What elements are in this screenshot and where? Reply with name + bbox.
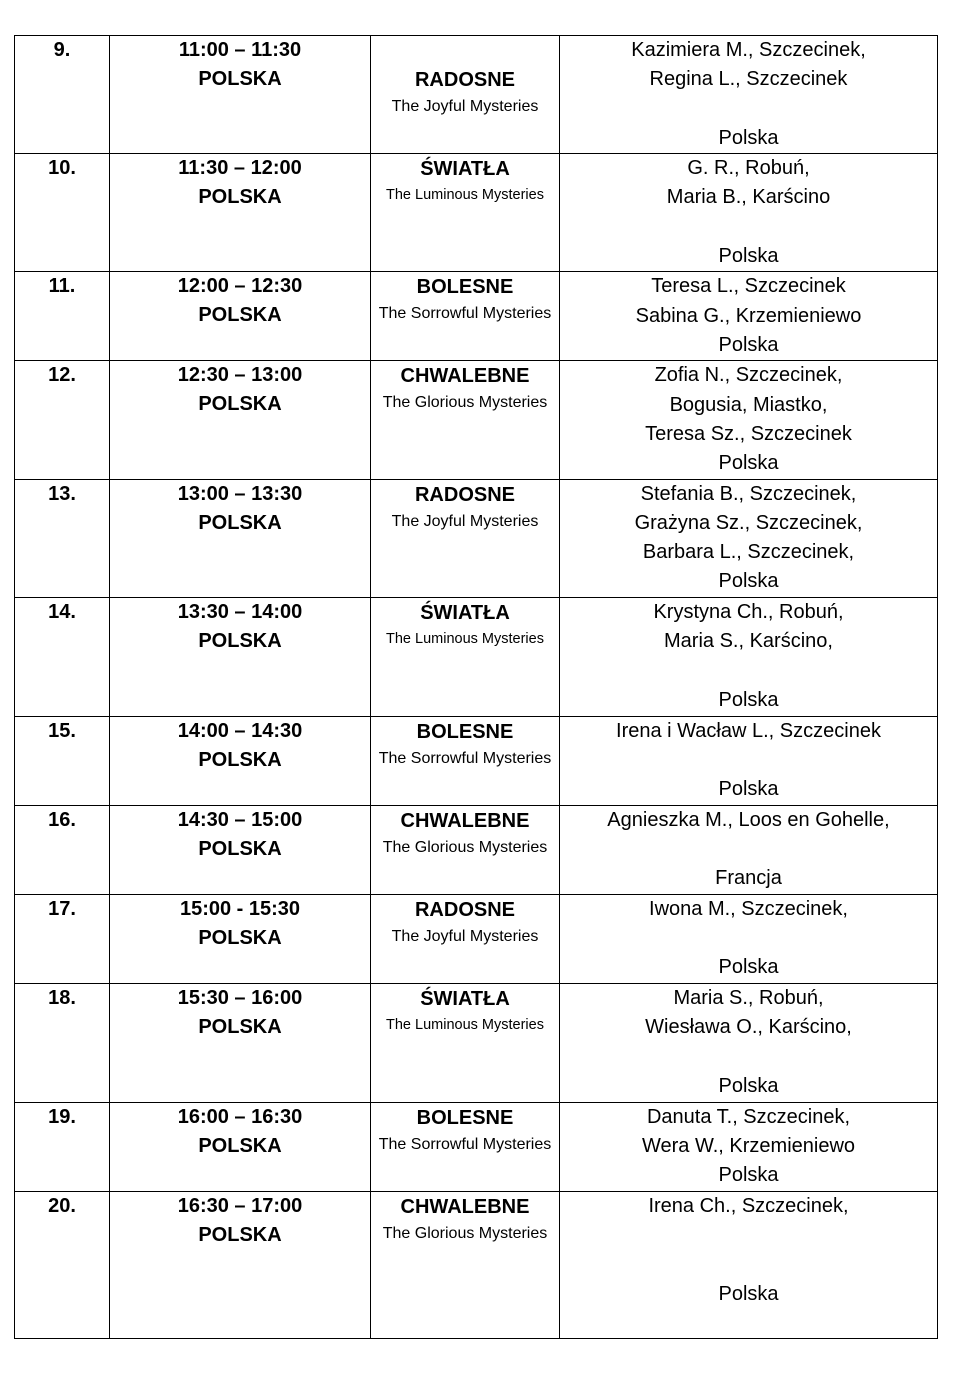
participant-line: Barbara L., Szczecinek, [642,541,855,564]
mystery-cell [371,479,560,597]
participant-line: Regina L., Szczecinek [649,68,848,91]
table-row [15,479,938,597]
table-row [15,805,938,894]
participants-cell [560,983,938,1102]
participant-country: Polska [718,452,779,475]
mystery-name-en: The Luminous Mysteries [386,630,544,647]
mystery-cell [371,805,560,894]
participants-cell [560,154,938,272]
mystery-cell [371,36,560,154]
time-slot-cell [110,716,371,805]
participants-cell [560,272,938,361]
time-slot-cell [110,1191,371,1338]
participant-country: Polska [718,245,779,268]
time-slot-cell [110,361,371,479]
country-label: POLSKA [198,304,282,327]
mystery-cell [371,272,560,361]
table-row [15,597,938,716]
participant-line: Krystyna Ch., Robuń, [653,600,844,623]
row-number: 20. [15,1191,110,1338]
participant-line: Irena Ch., Szczecinek, [648,1194,849,1217]
participants-cell [560,894,938,983]
participant-line [560,1042,937,1071]
mystery-cell [371,1102,560,1191]
mystery-name-en: The Sorrowful Mysteries [378,1135,552,1153]
participant-line [560,924,937,953]
time-range: 13:00 – 13:30 [177,482,303,505]
time-slot-cell [110,894,371,983]
row-number: 16. [15,805,110,894]
participant-line: Zofia N., Szczecinek, [654,364,843,387]
time-range: 13:30 – 14:00 [177,600,303,623]
mystery-name-en: The Glorious Mysteries [382,394,548,412]
row-number: 9. [15,36,110,154]
table-row [15,716,938,805]
mystery-name-en: The Glorious Mysteries [382,838,548,856]
mystery-name-en: The Joyful Mysteries [391,512,539,530]
country-label: POLSKA [198,1134,282,1157]
participant-country: Polska [718,570,779,593]
participant-country: Polska [718,778,779,801]
country-label: POLSKA [198,926,282,949]
row-number: 12. [15,361,110,479]
mystery-cell [371,1191,560,1338]
time-range: 14:30 – 15:00 [177,808,303,831]
time-range: 16:00 – 16:30 [177,1105,303,1128]
mystery-name-pl: BOLESNE [416,1106,514,1129]
participant-line: Grażyna Sz., Szczecinek, [634,511,863,534]
row-number: 11. [15,272,110,361]
row-number: 15. [15,716,110,805]
mystery-name-pl: CHWALEBNE [400,1195,530,1218]
time-slot-cell [110,479,371,597]
country-label: POLSKA [198,748,282,771]
time-slot-cell [110,983,371,1102]
time-slot-cell [110,1102,371,1191]
mystery-name-pl: ŚWIATŁA [420,601,510,624]
time-range: 15:30 – 16:00 [177,986,303,1009]
participant-line: Agnieszka M., Loos en Gohelle, [607,808,890,831]
mystery-name-en: The Joyful Mysteries [391,927,539,945]
participant-line: Maria S., Karścino, [664,630,833,653]
participants-cell [560,479,938,597]
mystery-name-pl: CHWALEBNE [400,809,530,832]
participant-line: Teresa Sz., Szczecinek [645,422,852,445]
mystery-cell [371,361,560,479]
mystery-name-en: The Luminous Mysteries [386,1016,544,1033]
mystery-name-en: The Sorrowful Mysteries [378,749,552,767]
mystery-cell [371,154,560,272]
mystery-name-en: The Joyful Mysteries [391,98,539,115]
time-slot-cell [110,597,371,716]
mystery-name-en: The Luminous Mysteries [386,187,544,204]
time-range: 12:30 – 13:00 [177,364,303,387]
mystery-cell [371,597,560,716]
table-row [15,154,938,272]
row-number: 19. [15,1102,110,1191]
rosary-schedule-table [14,35,938,1339]
participant-country: Polska [718,126,779,149]
participants-cell [560,597,938,716]
participant-line: Iwona M., Szczecinek, [649,897,848,920]
participant-line: Bogusia, Miastko, [669,393,828,416]
participants-cell [560,716,938,805]
table-row [15,36,938,154]
mystery-name-pl: RADOSNE [414,69,515,91]
participant-line [560,95,937,124]
time-slot-cell [110,272,371,361]
mystery-name-en: The Glorious Mysteries [382,1224,548,1242]
mystery-name-pl: RADOSNE [414,898,515,921]
participant-line [560,746,937,775]
participant-line: Sabina G., Krzemieniewo [635,304,862,327]
schedule-body [15,36,938,1339]
country-label: POLSKA [198,837,282,860]
mystery-name-pl: ŚWIATŁA [420,158,510,181]
participants-cell [560,805,938,894]
participant-line: Wiesława O., Karścino, [645,1015,852,1038]
table-row [15,983,938,1102]
participant-line: Maria S., Robuń, [673,986,824,1009]
participants-cell [560,36,938,154]
participant-line: Kazimiera M., Szczecinek, [631,39,866,61]
country-label: POLSKA [198,1015,282,1038]
participant-line: G. R., Robuń, [687,157,810,180]
table-row [15,1191,938,1338]
row-number: 17. [15,894,110,983]
time-range: 11:30 – 12:00 [178,157,302,180]
time-range: 15:00 - 15:30 [179,897,301,920]
participant-country: Polska [718,333,779,356]
participant-country: Polska [718,1074,779,1097]
participant-country: Polska [718,688,779,711]
mystery-name-pl: BOLESNE [416,276,514,299]
mystery-cell [371,894,560,983]
participants-cell [560,361,938,479]
participant-country: Polska [718,956,779,979]
country-label: POLSKA [198,68,282,90]
participant-line: Wera W., Krzemieniewo [641,1134,856,1157]
time-slot-cell [110,154,371,272]
row-number: 18. [15,983,110,1102]
table-row [15,1102,938,1191]
participant-line: Maria B., Karścino [666,186,831,209]
time-range: 11:00 – 11:30 [178,39,302,61]
participant-line [560,1250,937,1279]
country-label: POLSKA [198,1223,282,1246]
table-row [15,272,938,361]
mystery-name-en: The Sorrowful Mysteries [378,305,552,323]
time-slot-cell [110,36,371,154]
mystery-name-pl: RADOSNE [414,483,515,506]
row-number: 14. [15,597,110,716]
time-range: 12:00 – 12:30 [177,275,303,298]
participant-line [560,213,937,242]
participants-cell [560,1102,938,1191]
participant-line: Irena i Wacław L., Szczecinek [616,719,881,742]
participant-country: Francja [715,867,782,890]
row-number: 10. [15,154,110,272]
mystery-cell [371,983,560,1102]
participants-cell [560,1191,938,1338]
country-label: POLSKA [198,186,282,209]
table-row [15,894,938,983]
table-row [15,361,938,479]
time-slot-cell [110,805,371,894]
mystery-name-pl: CHWALEBNE [400,365,530,388]
country-label: POLSKA [198,393,282,416]
participant-line: Danuta T., Szczecinek, [646,1105,851,1128]
time-range: 14:00 – 14:30 [177,719,303,742]
time-range: 16:30 – 17:00 [177,1194,303,1217]
participant-line [560,835,937,864]
mystery-name-pl: BOLESNE [416,720,514,743]
participant-line: Teresa L., Szczecinek [651,275,846,298]
mystery-cell [371,716,560,805]
mystery-name-pl: ŚWIATŁA [420,987,510,1010]
participant-line [560,656,937,685]
participant-line [560,1221,937,1250]
participant-country: Polska [718,1282,779,1305]
row-number: 13. [15,479,110,597]
country-label: POLSKA [198,511,282,534]
participant-line: Stefania B., Szczecinek, [640,482,857,505]
country-label: POLSKA [198,629,282,652]
participant-country: Polska [718,1164,779,1187]
